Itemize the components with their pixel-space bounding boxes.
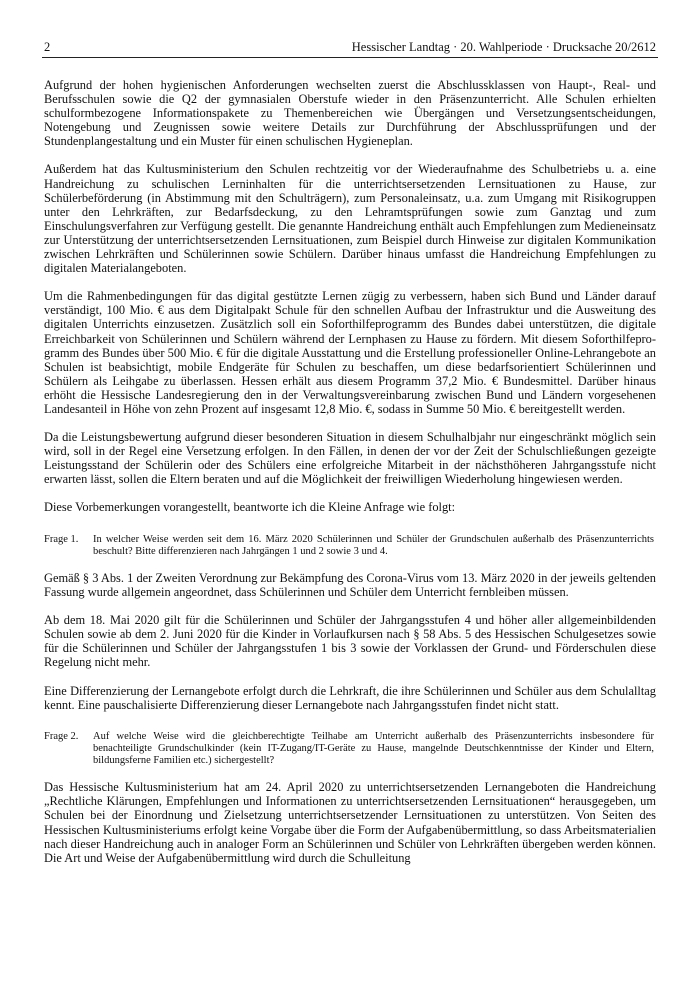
document-body bbox=[44, 78, 656, 879]
answer-1-paragraph-1: Gemäß § 3 Abs. 1 der Zweiten Verordnung zur Bekämpfung des Corona-Virus vom 13. März 2020 in der jeweils geltenden Fassung wurde allgemein angeordnet, dass Schülerinnen und Schüler dem Unterricht fernbleiben müssen. bbox=[44, 570, 656, 600]
paragraph-intro-2: Außerdem hat das Kultusministerium den Schulen rechtzeitig vor der Wiederaufnahme des Schulbetriebs u. a. eine Handreichung zu schulischen Lerninhalten für die unterrichtsersetzenden Lernsituationen zu Hause, zur Schülerbeförderung (in Abstimmung mit den Schulträgern), zum Personaleinsatz, u.a. zum Umgang mit Risikogruppen unter den Lehrkräften, zur Bedarfsdeckung, zu den Lehramtsprüfungen sowie zum Ganztag und zum Einschulungsverfahren zur Verfügung gestellt. Die genannte Handreichung enthält auch Empfehlungen zum Medieneinsatz zur Unterstützung der unterrichtsersetzenden Lernsituationen, zum Beispiel durch Hinweise zur digitalen Kommunikation zwischen Lehrkräften und Schülerinnen sowie Schülern. Darüber hinaus umfasst die Handreichung Empfehlungen zu digitalen Materialangeboten. bbox=[44, 162, 656, 276]
question-2-text: Auf welche Weise wird die gleichberechtigte Teilhabe am Unterricht außerhalb des Präsenzunterrichts insbesondere für benachteiligte Grundschulkinder (kein IT-Zugang/IT-Geräte zu Hause, mangelnde Deutschkenntnisse der Kinder und Eltern, bildungsferne Familien etc.) sichergestellt? bbox=[93, 730, 654, 767]
paragraph-intro-4: Da die Leistungsbewertung aufgrund dieser besonderen Situation in diesem Schulhalbjahr nur eingeschränkt möglich sein wird, soll in der Regel eine Versetzung erfolgen. In den Fällen, in denen der vor der Zeit der Schulschließungen gezeigte Leistungsstand der Schülerin oder des Schülers eine erfolgreiche Mitarbeit in der nächsthöheren Jahrgangsstufe nicht erwarten lässt, sollen die Eltern beraten und auf die Möglichkeit der freiwilligen Wiederholung hingewiesen werden. bbox=[44, 430, 656, 487]
answer-1-paragraph-3: Eine Differenzierung der Lernangebote erfolgt durch die Lehrkraft, die ihre Schülerinnen und Schüler aus dem Schulalltag kennt. Eine pauschalisierte Differenzierung dieser Lernangebote nach Jahrgangsstufen findet nicht statt. bbox=[44, 683, 656, 712]
running-title: Hessischer Landtag · 20. Wahlperiode · Drucksache 20/2612 bbox=[351, 40, 656, 54]
question-2 bbox=[44, 731, 656, 768]
question-1-label: Frage 1. bbox=[44, 533, 79, 545]
question-1 bbox=[44, 534, 656, 558]
paragraph-intro-3: Um die Rahmenbedingungen für das digital gestützte Lernen zügig zu verbessern, haben sich Bund und Länder darauf verständigt, 100 Mio. € aus dem Digitalpakt Schule für den schnellen Aufbau der Infrastruktur und die Ausweitung des digitalen Unterrichts einzusetzen. Zusätzlich soll ein Soforthilfeprogramm des Bundes dabei unterstützen, die digitale Erreichbarkeit von Schülerinnen und Schülern während der Lernphasen zu Hause zu fördern. Mit diesem Soforthilfeprogramm des Bundes über 500 Mio. € für die digitale Ausstattung und die Erstellung professioneller Online-Lehrangebote an Schulen ist beabsichtigt, mobile Endgeräte für Schulen zu beschaffen, um diese bedarfsorientiert Schülerinnen und Schülern als Leihgabe zu überlassen. Hessen erhält aus diesem Programm 37,2 Mio. € Bundesmittel. Darüber hinaus erhöht die Hessische Landesregierung den in der Verwaltungsvereinbarung zwischen Bund und Ländern vorgesehenen Landesanteil in Höhe von zehn Prozent auf insgesamt 12,8 Mio. €, sodass in Summe 50 Mio. € bereitgestellt werden. bbox=[44, 289, 656, 416]
answer-2-paragraph-1: Das Hessische Kultusministerium hat am 24. April 2020 zu unterrichtsersetzenden Lernangeboten die Handreichung „Rechtliche Klärungen, Empfehlungen und Informationen zu unterrichtsersetzenden Lernsituationen“ herausgegeben, um Schulen bei der Einordnung und Zielsetzung unterrichtsersetzender Lernsituationen zu unterstützen. Von Seiten des Hessischen Kultusministeriums erfolgt keine Vorgabe über die Form der Aufgabenübermittlung, so dass Arbeitsmaterialien nach dieser Handreichung auch in analoger Form an Schülerinnen und Schüler von Lehrkräften übergeben werden können. Die Art und Weise der Aufgabenübermittlung wird durch die Schulleitung bbox=[44, 780, 656, 865]
page-number: 2 bbox=[44, 40, 51, 54]
paragraph-intro-1: Aufgrund der hohen hygienischen Anforderungen wechselten zuerst die Abschlussklassen von Haupt-, Real- und Berufsschulen sowie die Q2 der gymnasialen Oberstufe wieder in den Präsenzunterricht. Alle Schulen erhielten schulformbezogene Informationspakete zu Themenbereichen wie Übergängen und Versetzungsentscheidungen, Notengebung und Zeugnissen sowie weitere Details zur Durchführung der Abschlussprüfungen und der Stundenplangestaltung und ein Muster für einen schulischen Hygieneplan. bbox=[44, 78, 656, 149]
question-1-text: In welcher Weise werden seit dem 16. März 2020 Schülerinnen und Schüler der Grundschulen außerhalb des Präsenzunterrichts beschult? Bitte differenzieren nach Jahrgängen 1 und 2 sowie 3 und 4. bbox=[93, 533, 654, 557]
page-header bbox=[42, 40, 658, 58]
answer-1-paragraph-2: Ab dem 18. Mai 2020 gilt für die Schülerinnen und Schüler der Jahrgangsstufen 4 und höher aller allgemeinbildenden Schulen sowie ab dem 2. Juni 2020 für die Kinder in Vorlaufkursen nach § 58 Abs. 5 des Hessischen Schulgesetzes sowie für die Schülerinnen und Schüler der Jahrgangsstufen 1 bis 3 sowie der Vorklassen der Grund- und Förderschulen diese Regelung nicht mehr. bbox=[44, 613, 656, 670]
question-2-label: Frage 2. bbox=[44, 730, 79, 742]
paragraph-intro-5: Diese Vorbemerkungen vorangestellt, beantworte ich die Kleine Anfrage wie folgt: bbox=[44, 500, 456, 515]
